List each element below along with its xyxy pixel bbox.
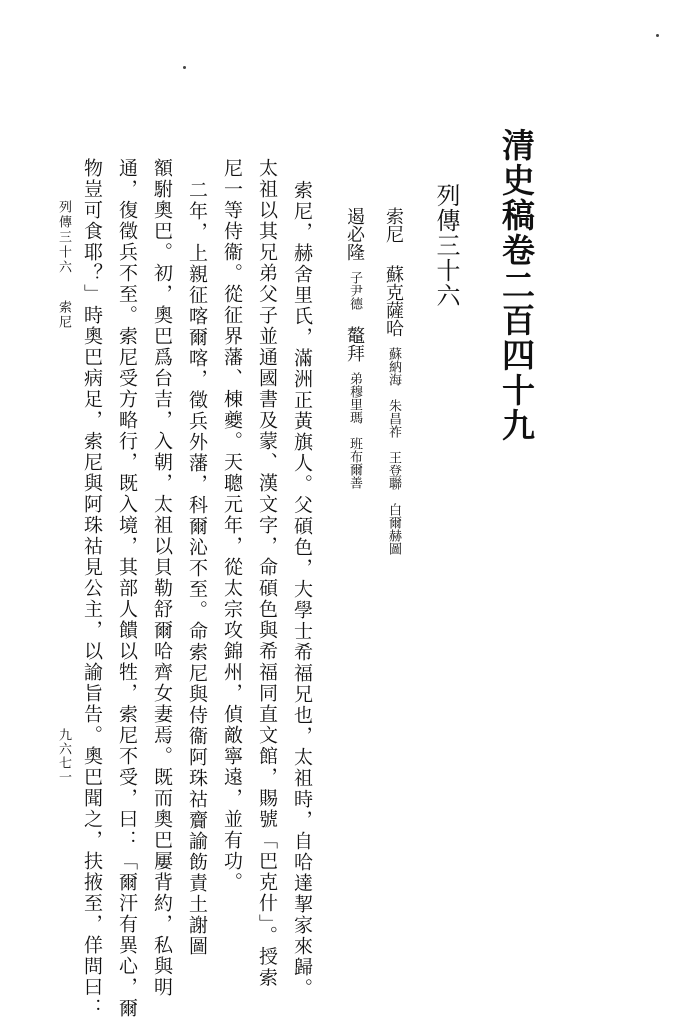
- names-row-1: [384, 207, 402, 555]
- body-column: 太祖以其兄弟父子並通國書及蒙、漢文字，命碩色與希福同直文館，賜號「巴克什」。授索: [256, 158, 278, 989]
- body-column: 物豈可食耶？」時奧巴病足，索尼與阿珠祜見公主，以諭旨告。奧巴聞之，扶掖至，佯問曰：: [81, 158, 103, 1019]
- names-row-2: [345, 207, 363, 489]
- body-column: 通，復徵兵不至。索尼受方略行，既入境，其部人饋以牲，索尼不受，曰：「爾汗有異心，爾: [116, 158, 138, 1019]
- page-number: 九六七一: [56, 728, 71, 784]
- scan-speck: [656, 34, 659, 37]
- scan-speck: [183, 66, 186, 69]
- body-column: 尼一等侍衞。從征界藩、棟夔。天聰元年，從太宗攻錦州，偵敵寧遠，並有功。: [221, 158, 243, 893]
- person-name: 索尼: [383, 207, 404, 243]
- body-column: 二年，上親征喀爾喀，徵兵外藩，科爾沁不至。命索尼與侍衞阿珠祜齎諭飭責土謝圖: [186, 180, 208, 957]
- person-name: 遏必隆: [344, 207, 365, 261]
- chapter-subtitle: 列傳三十六: [432, 183, 460, 308]
- page-title: 清史稿卷二百四十九: [497, 128, 536, 443]
- body-column: 索尼，赫舍里氏，滿洲正黃旗人。父碩色，大學士希福兄也，太祖時，自哈達挈家來歸。: [291, 180, 313, 999]
- attached-names: 子尹德: [347, 271, 362, 310]
- person-name: 蘇克薩哈: [383, 265, 404, 337]
- margin-chapter: 列傳三十六: [56, 200, 71, 275]
- margin-section: 索尼: [56, 300, 71, 330]
- body-column: 額駙奧巴。初，奧巴爲台吉，入朝，太祖以貝勒舒爾哈齊女妻焉。既而奧巴屢背約，私與明: [151, 158, 173, 998]
- attached-names: 蘇納海 朱昌祚 王登聯 白爾赫圖: [386, 347, 401, 555]
- attached-names: 弟穆里瑪 班布爾善: [347, 372, 362, 489]
- person-name: 鼇拜: [344, 326, 365, 362]
